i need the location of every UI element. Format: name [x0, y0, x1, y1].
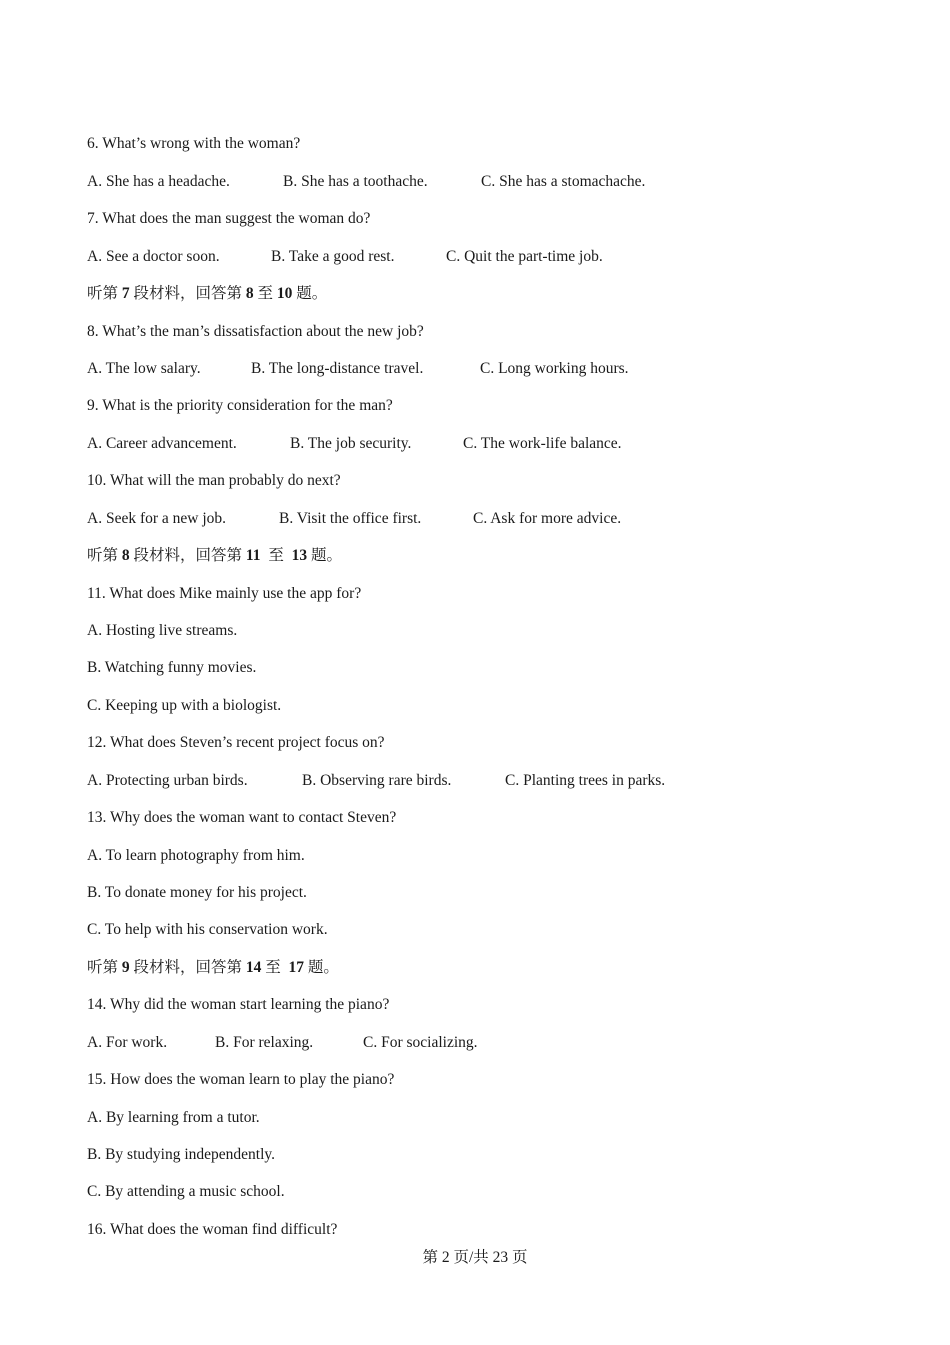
q8-option-a: A. The low salary. [87, 360, 201, 377]
q11-option-c: C. Keeping up with a biologist. [87, 697, 282, 714]
q7-option-c: C. Quit the part-time job. [446, 248, 603, 265]
question-14: 14. Why did the woman start learning the piano? [87, 996, 390, 1013]
q11-option-b: B. Watching funny movies. [87, 659, 257, 676]
question-10: 10. What will the man probably do next? [87, 472, 341, 489]
section-9-instruction: 听第 9 段材料，回答第 14 至 17 题。 [87, 959, 339, 976]
q13-option-c: C. To help with his conservation work. [87, 921, 328, 938]
q13-option-a: A. To learn photography from him. [87, 847, 305, 864]
q13-option-b: B. To donate money for his project. [87, 884, 307, 901]
q7-option-a: A. See a doctor soon. [87, 248, 220, 265]
question-7: 7. What does the man suggest the woman do? [87, 210, 371, 227]
question-15: 15. How does the woman learn to play the piano? [87, 1071, 395, 1088]
q14-option-b: B. For relaxing. [215, 1034, 314, 1051]
q10-option-a: A. Seek for a new job. [87, 510, 227, 527]
q9-option-a: A. Career advancement. [87, 435, 237, 452]
section-8-instruction: 听第 8 段材料，回答第 11 至 13 题。 [87, 547, 342, 564]
q12-option-a: A. Protecting urban birds. [87, 772, 248, 789]
q14-option-a: A. For work. [87, 1034, 168, 1051]
q6-option-a: A. She has a headache. [87, 173, 230, 190]
question-9: 9. What is the priority consideration for the man? [87, 397, 393, 414]
q9-option-c: C. The work-life balance. [463, 435, 622, 452]
question-6: 6. What’s wrong with the woman? [87, 135, 301, 152]
q12-option-b: B. Observing rare birds. [302, 772, 452, 789]
q9-option-b: B. The job security. [290, 435, 412, 452]
q7-option-b: B. Take a good rest. [271, 248, 395, 265]
page-footer: 第 2 页/共 23 页 [422, 1249, 528, 1266]
q15-option-a: A. By learning from a tutor. [87, 1109, 260, 1126]
q8-option-b: B. The long-distance travel. [251, 360, 424, 377]
question-12: 12. What does Steven’s recent project focus on? [87, 734, 385, 751]
q15-option-c: C. By attending a music school. [87, 1183, 285, 1200]
q8-option-c: C. Long working hours. [480, 360, 629, 377]
q6-option-c: C. She has a stomachache. [481, 173, 646, 190]
q10-option-b: B. Visit the office first. [279, 510, 422, 527]
q6-option-b: B. She has a toothache. [283, 173, 428, 190]
question-11: 11. What does Mike mainly use the app for? [87, 585, 362, 602]
question-16: 16. What does the woman find difficult? [87, 1221, 338, 1238]
section-7-instruction: 听第 7 段材料，回答第 8 至 10 题。 [87, 285, 328, 302]
q15-option-b: B. By studying independently. [87, 1146, 275, 1163]
q12-option-c: C. Planting trees in parks. [505, 772, 666, 789]
q14-option-c: C. For socializing. [363, 1034, 478, 1051]
question-8: 8. What’s the man’s dissatisfaction about the new job? [87, 323, 424, 340]
q11-option-a: A. Hosting live streams. [87, 622, 238, 639]
question-13: 13. Why does the woman want to contact Steven? [87, 809, 397, 826]
q10-option-c: C. Ask for more advice. [473, 510, 622, 527]
